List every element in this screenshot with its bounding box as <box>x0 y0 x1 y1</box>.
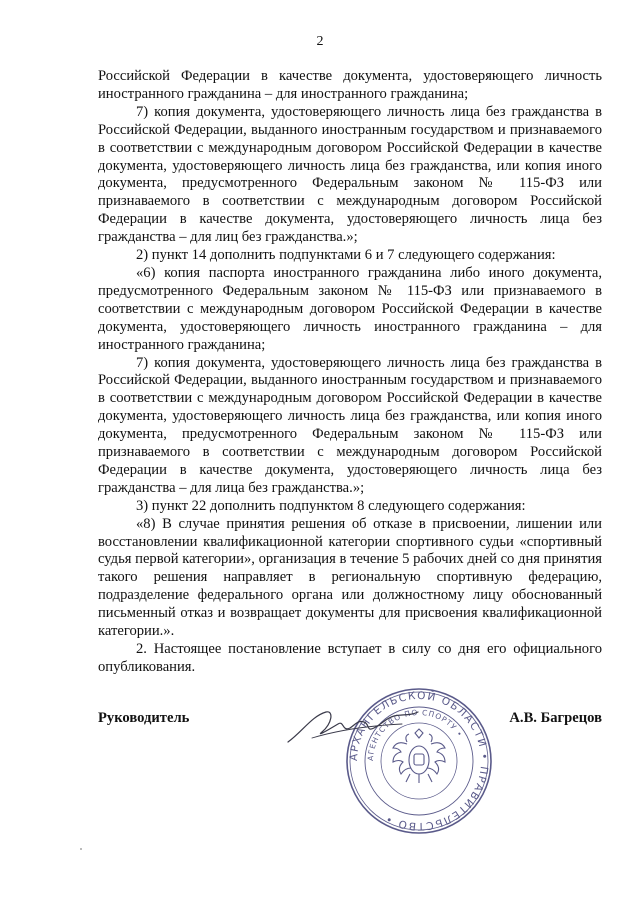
paragraph-8: 2. Настоящее постановление вступает в силу со дня его официального опубликования. <box>98 641 602 675</box>
paragraph-3: 2) пункт 14 дополнить подпунктами 6 и 7 следующего содержания: <box>136 247 556 264</box>
signatory-title: Руководитель <box>98 710 190 726</box>
paragraph-6: 3) пункт 22 дополнить подпунктом 8 следующего содержания: <box>136 497 526 514</box>
paragraph-4: «6) копия паспорта иностранного гражданина либо иного документа, предусмотренного Федеральным законом № 115-ФЗ или признаваемого в соответствии с международным договором Российской Федерации в качестве документа, удостоверяющего личность иностранного гражданина – для иностранного гражданина; <box>98 264 602 353</box>
document-body <box>98 68 602 677</box>
stamp-outer-text: АРХАНГЕЛЬСКОЙ ОБЛАСТИ • ПРАВИТЕЛЬСТВО • <box>347 689 491 833</box>
paragraph-7: «8) В случае принятия решения об отказе в присвоении, лишении или восстановлении квалификационной категории спортивного судьи «спортивный судья первой категории», организация в течение 5 рабочих дней со дня принятия такого решения направляет в региональную спортивную федерацию, подразделение федерального органа или должностному лицу обоснованный письменный отказ и возвращает документы для присвоения квалификационной категории.». <box>98 515 602 640</box>
paragraph-2: 7) копия документа, удостоверяющего личность лица без гражданства в Российской Федерации, выданного иностранным государством и признаваемого в соответствии с международным договором Российской Федерации в качестве документа, удостоверяющего личность лица без гражданства, или копия иного документа, предусмотренного Федеральным законом № 115-ФЗ или признаваемого в соответствии с международным договором Российской Федерации в качестве документа, удостоверяющего личность лица без гражданства – для лиц без гражданства.»; <box>98 103 602 246</box>
page-number: 2 <box>316 34 324 49</box>
signatory-name: А.В. Багрецов <box>509 710 602 726</box>
signature-block <box>98 710 602 730</box>
paragraph-5: 7) копия документа, удостоверяющего личность лица без гражданства в Российской Федерации, выданного иностранным государством и признаваемого в соответствии с международным договором Российской Федерации в качестве документа, удостоверяющего личность лица без гражданства, или копия иного документа, предусмотренного Федеральным законом № 115-ФЗ или признаваемого в соответствии с международным договором Российской Федерации в качестве документа, удостоверяющего личность лица без гражданства – для лица без гражданства.»; <box>98 354 602 496</box>
stamp-inner-text: АГЕНТСТВО ПО СПОРТУ • <box>365 707 465 762</box>
scan-artifact <box>80 848 82 850</box>
paragraph-1: Российской Федерации в качестве документа, удостоверяющего личность иностранного гражданина – для иностранного гражданина; <box>98 68 602 102</box>
